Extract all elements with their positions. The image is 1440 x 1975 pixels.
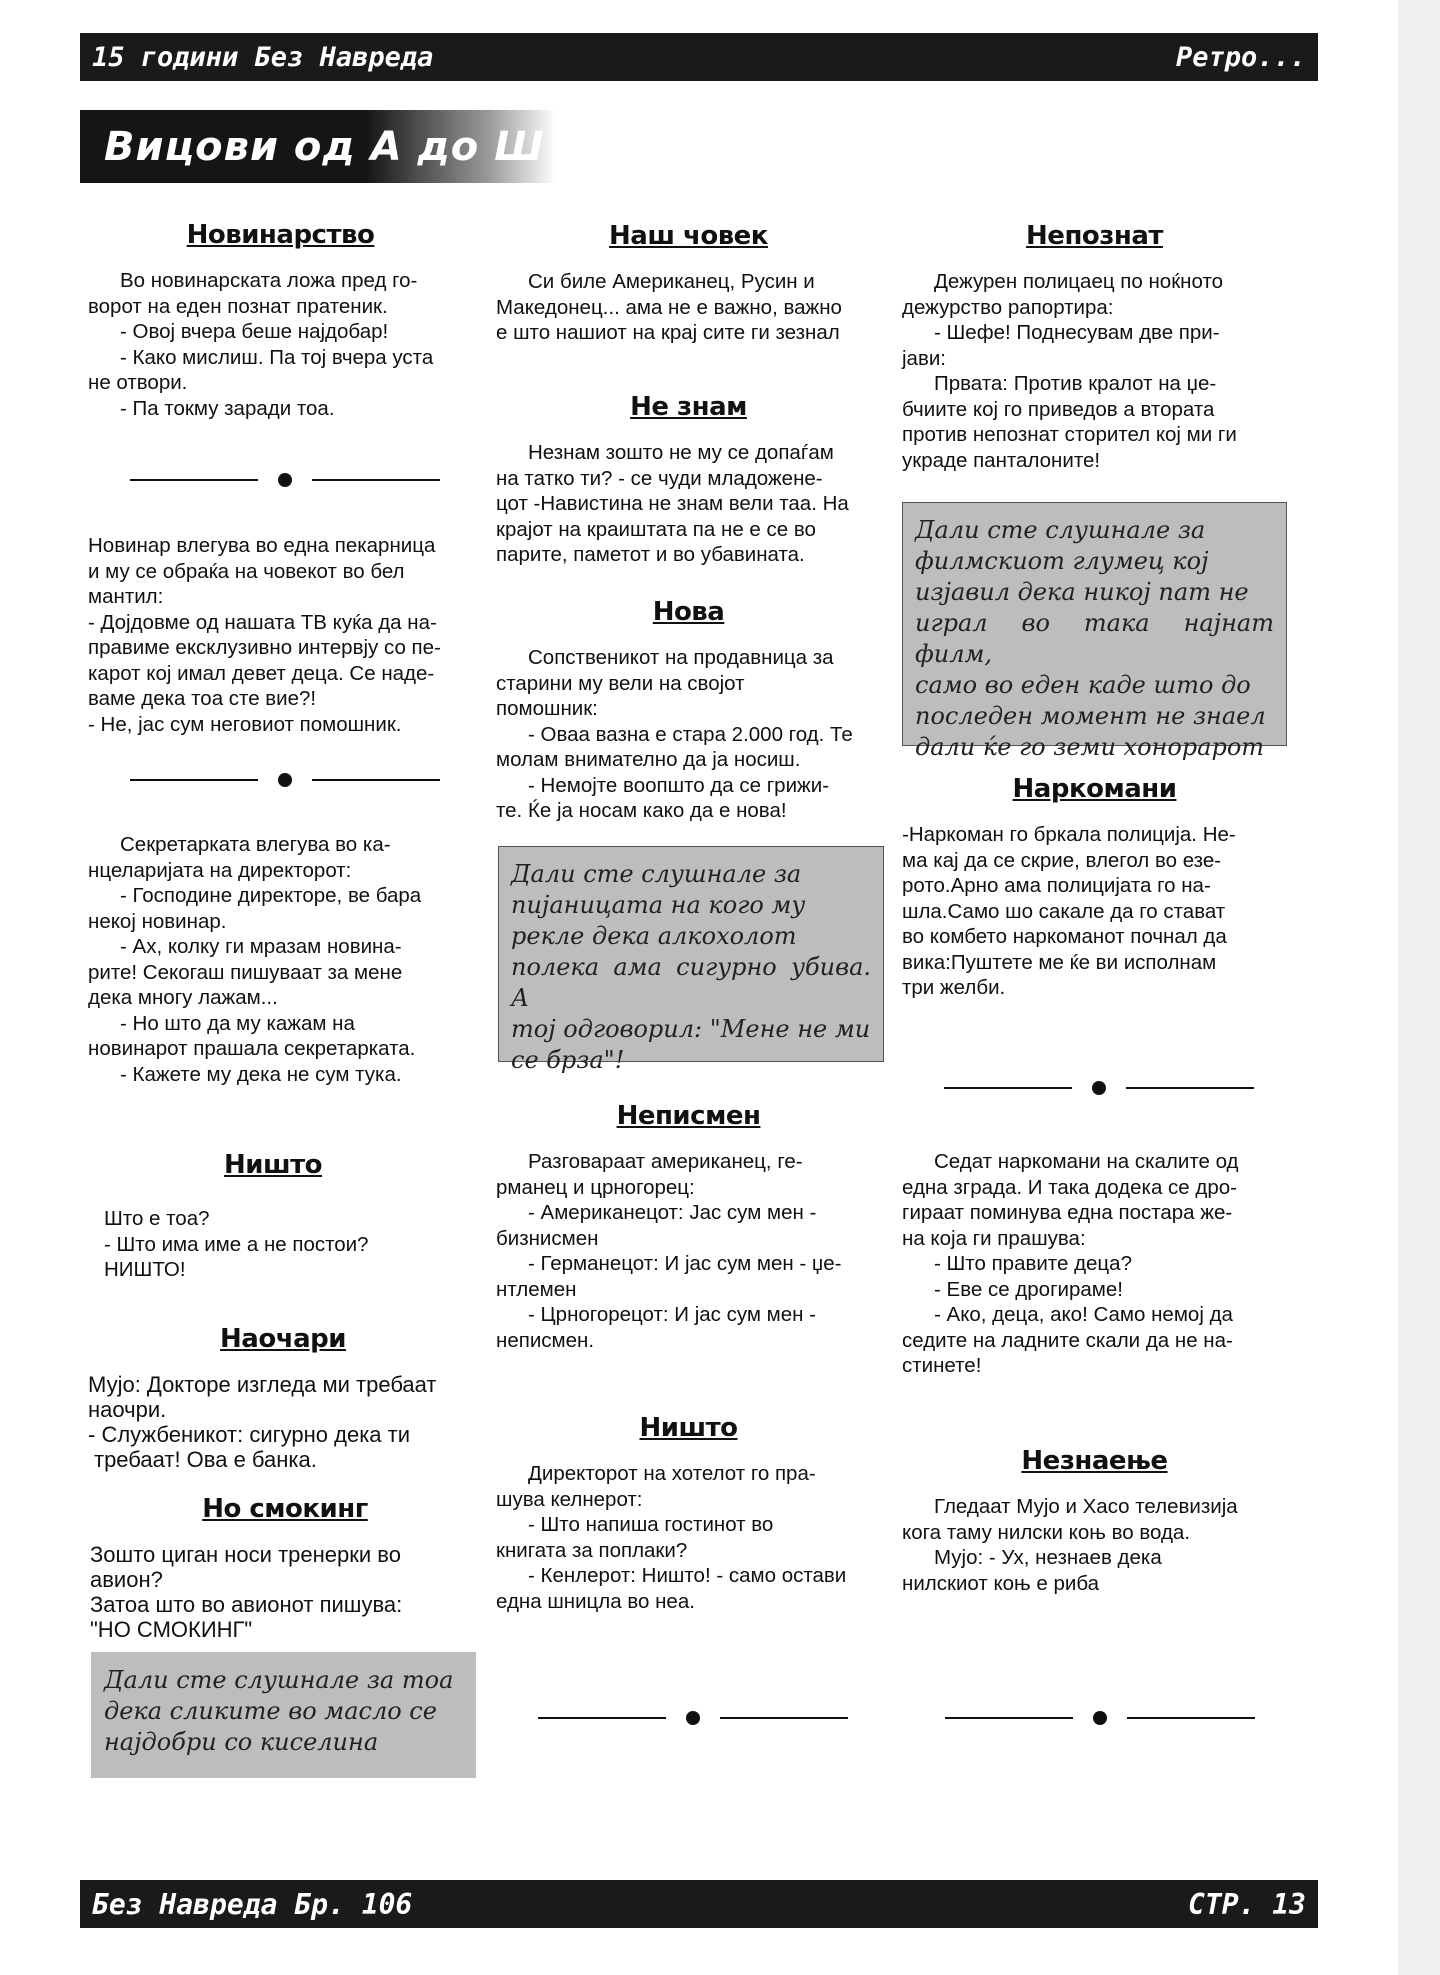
text-line: нилскиот коњ е риба xyxy=(902,1571,1100,1595)
quote-box xyxy=(902,502,1287,761)
text-line: кога таму нилски коњ во вода. xyxy=(902,1520,1191,1544)
text-line: Првата: Против кралот на џе- xyxy=(934,372,1217,395)
header-left: 15 години Без Навреда xyxy=(92,41,434,73)
text-line: Гледаат Мујо и Хасо телевизија xyxy=(934,1495,1238,1518)
text-line: - Кажете му дека не сум тука. xyxy=(120,1062,402,1086)
text-line: карот кој имал девет деца. Се наде- xyxy=(88,661,435,685)
text-line: "НО СМОКИНГ" xyxy=(90,1617,253,1642)
text-line: наочри. xyxy=(88,1397,167,1422)
text-line: вика:Пуштете ме ќе ви исполнам xyxy=(902,950,1217,974)
quote-line: Дали сте слушнале за xyxy=(915,516,1206,544)
text-line: гираат поминува една постара же- xyxy=(902,1201,1233,1224)
text-line: -Наркоман го бркала полиција. Не- xyxy=(902,823,1236,846)
page-edge-strip xyxy=(1398,0,1440,1975)
text-line: - Оваа вазна е стара 2.000 год. Те xyxy=(528,722,853,746)
article-nishto-2 xyxy=(496,1413,881,1614)
quote-line: тој одговорил: "Мене не ми xyxy=(511,1015,871,1043)
article-title: Не знам xyxy=(630,392,747,422)
text-line: јави: xyxy=(902,346,946,370)
text-line: мантил: xyxy=(88,585,164,608)
quote-line: рекле дека алкохолот xyxy=(511,922,797,950)
quote-line: дали ќе го земи хонорарот xyxy=(915,733,1265,761)
article-nepoznat xyxy=(902,221,1287,473)
text-line: рманец и црногорец: xyxy=(496,1175,695,1199)
quote-line: пијаницата на кого му xyxy=(511,891,806,919)
text-line: дека многу лажам... xyxy=(88,986,278,1009)
quote-line: само во еден каде што до xyxy=(915,671,1251,699)
text-line: - Немојте воопшто да се грижи- xyxy=(528,773,830,797)
quote-line: последен момент не знаел xyxy=(915,702,1266,730)
text-line: на татко ти? - се чуди младожене- xyxy=(496,466,823,490)
text-line: некој новинар. xyxy=(88,909,227,933)
quote-line: Дали сте слушнале за xyxy=(511,860,802,888)
text-line: правиме ексклузивно интервју со пе- xyxy=(88,636,441,659)
header-right: Ретро... xyxy=(1175,41,1306,73)
text-line: Седат наркомани на скалите од xyxy=(934,1150,1239,1173)
text-line: три желби. xyxy=(902,976,1006,999)
quote-line: дека сликите во масло се xyxy=(104,1697,437,1725)
separator xyxy=(945,1708,1255,1728)
article-sekretarka xyxy=(88,832,473,1087)
text-line: нтлемен xyxy=(496,1277,577,1301)
text-line: Незнам зошто не му се допаѓам xyxy=(528,441,834,464)
text-line: - Господине директоре, ве бара xyxy=(120,884,422,907)
text-line: - Што има име а не постои? xyxy=(104,1232,369,1256)
text-line: парите, паметот и во убавината. xyxy=(496,543,805,566)
article-neznaenje xyxy=(902,1446,1287,1596)
text-line: ваме дека тоа сте вие?! xyxy=(88,687,317,710)
text-line: - Што правите деца? xyxy=(934,1252,1132,1275)
text-line: книгата за поплаки? xyxy=(496,1538,688,1562)
text-line: Македонец... ама не е важно, важно xyxy=(496,295,842,319)
article-skali xyxy=(902,1149,1287,1379)
quote-line: изјавил дека никој пат не xyxy=(915,578,1249,606)
text-line: Што е тоа? xyxy=(104,1207,210,1230)
footer-issue: Без Навреда Бр. 106 xyxy=(92,1887,413,1921)
text-line: молам внимателно да ја носиш. xyxy=(496,748,801,771)
text-line: - Кенлерот: Ништо! - само остави xyxy=(528,1564,847,1587)
quote-line: филмскиот глумец кој xyxy=(915,547,1209,575)
text-line: - Ако, деца, ако! Само немој да xyxy=(934,1303,1233,1326)
text-line: Сопственикот на продавница за xyxy=(528,646,834,669)
text-line: Новинар влегува во една пекарница xyxy=(88,534,436,557)
text-line: авион? xyxy=(90,1567,163,1592)
text-line: рото.Арно ама полицијата го на- xyxy=(902,874,1211,897)
text-line: Во новинарската ложа пред го- xyxy=(120,269,418,292)
text-line: Затоа што во авионот пишува: xyxy=(90,1592,403,1617)
text-line: седите на ладните скали да не на- xyxy=(902,1328,1233,1352)
text-line: украде панталоните! xyxy=(902,448,1101,472)
text-line: и му се обраќа на човекот во бел xyxy=(88,559,405,583)
article-title: Но смокинг xyxy=(202,1494,368,1524)
quote-line: играл во така најнат филм, xyxy=(915,609,1274,668)
footer-page-number: СТР. 13 xyxy=(1187,1887,1306,1921)
text-line: неписмен. xyxy=(496,1328,595,1352)
text-line: е што нашиот на крај сите ги зезнал xyxy=(496,321,840,344)
article-title: Наочари xyxy=(220,1324,346,1354)
text-line: Директорот на хотелот го пра- xyxy=(528,1462,816,1485)
article-title: Нова xyxy=(652,597,725,627)
article-title: Ништо xyxy=(223,1150,323,1180)
article-pekarnica xyxy=(88,533,473,737)
page-footer xyxy=(80,1880,1318,1928)
text-line: на која ги прашува: xyxy=(902,1226,1086,1250)
text-line: - Овој вчера беше најдобар! xyxy=(120,320,389,343)
text-line: - Како мислиш. Па тој вчера уста xyxy=(120,345,434,369)
article-nepismen xyxy=(496,1101,881,1353)
text-line: - Што напиша гостинот во xyxy=(528,1513,774,1536)
text-line: Мујо: Докторе изгледа ми требаат xyxy=(88,1372,437,1397)
quote-box xyxy=(91,1652,476,1778)
article-narkomani xyxy=(902,774,1287,1001)
text-line: против непознат сторител кој ми ги xyxy=(902,423,1237,446)
text-line: требаат! Ова е банка. xyxy=(94,1447,317,1472)
quote-line: полека ама сигурно убива. А xyxy=(511,953,871,1012)
text-line: шува келнерот: xyxy=(496,1487,643,1511)
text-line: бчиите кој го приведов а втората xyxy=(902,397,1215,421)
quote-box xyxy=(498,846,884,1074)
text-line: те. Ќе ја носам како да е нова! xyxy=(496,799,787,822)
text-line: - Па токму заради тоа. xyxy=(120,396,335,420)
text-line: Дежурен полицаец по ноќното xyxy=(934,270,1224,293)
text-line: Разговараат американец, ге- xyxy=(528,1150,803,1173)
article-title: Наш човек xyxy=(609,221,768,251)
text-line: дежурство рапортира: xyxy=(902,295,1114,319)
article-naochari xyxy=(88,1324,478,1472)
text-line: Секретарката влегува во ка- xyxy=(120,833,391,856)
page-header xyxy=(80,33,1318,81)
separator xyxy=(944,1078,1254,1098)
text-line: една шницла во неа. xyxy=(496,1589,695,1613)
text-line: ма кај да се скрие, влегол во езе- xyxy=(902,848,1222,872)
text-line: - Германецот: И јас сум мен - џе- xyxy=(528,1252,842,1275)
text-line: нцеларијата на директорот: xyxy=(88,858,352,882)
article-title: Наркомани xyxy=(1012,774,1177,804)
article-ne-znam xyxy=(496,392,881,568)
text-line: - Еве се дрогираме! xyxy=(934,1277,1123,1301)
text-line: крајот на краиштата па не е се во xyxy=(496,517,816,541)
article-nova xyxy=(496,597,881,824)
text-line: - Црногорецот: И јас сум мен - xyxy=(528,1303,817,1326)
text-line: старини му вели на својот xyxy=(496,671,745,695)
article-nosmoking xyxy=(90,1494,480,1642)
separator xyxy=(130,770,440,790)
article-title: Ништо xyxy=(639,1413,738,1443)
text-line: една зграда. И така додека се дро- xyxy=(902,1175,1237,1199)
article-title: Неписмен xyxy=(616,1101,761,1131)
text-line: цот -Навистина не знам вели таа. На xyxy=(496,492,849,515)
text-line: Мујо: - Ух, незнаев дека xyxy=(934,1546,1162,1569)
text-line: - Американецот: Јас сум мен - xyxy=(528,1201,817,1224)
text-line: - Службеникот: сигурно дека ти xyxy=(88,1422,411,1447)
text-line: во комбето наркоманот почнал да xyxy=(902,925,1227,948)
text-line: ворот на еден познат пратеник. xyxy=(88,294,388,318)
separator xyxy=(538,1708,848,1728)
article-title: Непознат xyxy=(1026,221,1163,251)
text-line: - Дојдовме од нашата ТВ куќа да на- xyxy=(88,610,437,634)
text-line: НИШТО! xyxy=(104,1258,186,1281)
text-line: новинарот прашала секретарката. xyxy=(88,1037,416,1060)
quote-line: најдобри со киселина xyxy=(104,1728,379,1756)
text-line: не отвори. xyxy=(88,371,188,394)
section-title: Вицови од А до Ш xyxy=(80,110,556,183)
quote-line: Дали сте слушнале за тоа xyxy=(104,1666,454,1694)
article-novinarstvo xyxy=(88,220,473,421)
text-line: Си биле Американец, Русин и xyxy=(528,270,815,293)
text-line: помошник: xyxy=(496,697,598,720)
text-line: бизнисмен xyxy=(496,1226,599,1250)
article-title: Незнаење xyxy=(1021,1446,1168,1476)
text-line: шла.Само шо сакале да го стават xyxy=(902,899,1226,923)
separator xyxy=(130,470,440,490)
text-line: - Не, јас сум неговиот помошник. xyxy=(88,712,402,736)
text-line: - Но што да му кажам на xyxy=(120,1011,355,1035)
text-line: - Ах, колку ги мразам новина- xyxy=(120,935,402,958)
article-nishto xyxy=(88,1150,458,1283)
article-title: Новинарство xyxy=(186,220,375,250)
quote-line: се брза"! xyxy=(511,1046,625,1074)
text-line: рите! Секогаш пишуваат за мене xyxy=(88,960,403,984)
article-nash-chovek xyxy=(496,221,881,346)
text-line: стинете! xyxy=(902,1354,982,1377)
text-line: Зошто циган носи тренерки во xyxy=(90,1542,401,1567)
text-line: - Шефе! Поднесувам две при- xyxy=(934,321,1220,344)
